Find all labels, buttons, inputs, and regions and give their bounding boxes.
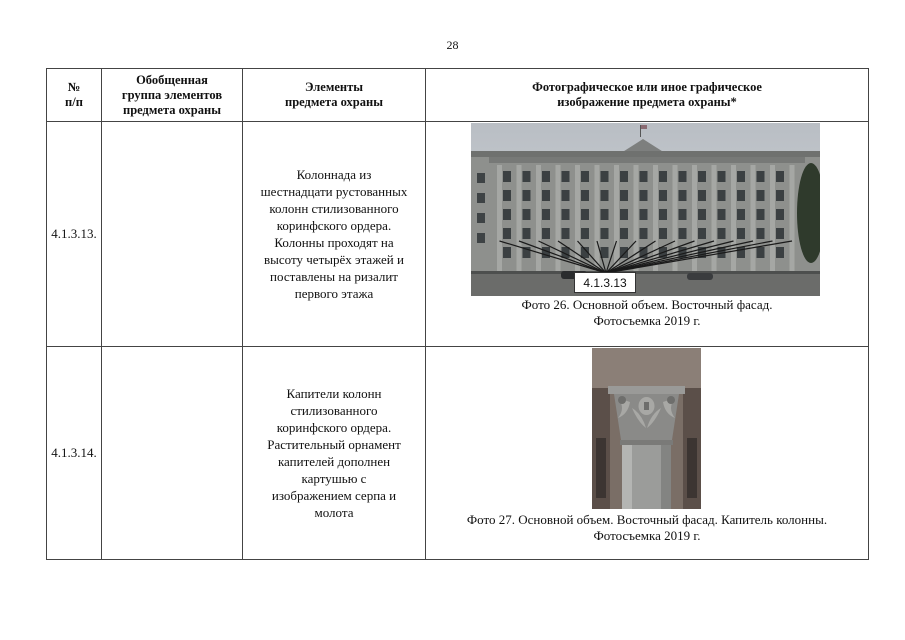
- row-group: [102, 347, 243, 560]
- row-photo-cell: [426, 122, 869, 347]
- photo-caption: Фото 26. Основной объем. Восточный фасад. Фотосъемка 2019 г.: [521, 297, 773, 328]
- photo-caption: Фото 27. Основной объем. Восточный фасад. Капитель колонны. Фотосъемка 2019 г.: [466, 512, 828, 543]
- header-elements: Элементы предмета охраны: [243, 69, 426, 122]
- header-group: Обобщенная группа элементов предмета охраны: [102, 69, 243, 122]
- row-number: 4.1.3.13.: [47, 122, 102, 347]
- table-header-row: [47, 69, 869, 122]
- table-row: [47, 347, 869, 560]
- row-photo-cell: [426, 347, 869, 560]
- table-row: [47, 122, 869, 347]
- photo-callout-label: 4.1.3.13: [574, 272, 636, 293]
- heritage-elements-table: [46, 68, 869, 560]
- row-group: [102, 122, 243, 347]
- facade-photo: [471, 123, 820, 296]
- row-number: 4.1.3.14.: [47, 347, 102, 560]
- page-number: 28: [446, 38, 459, 52]
- capital-photo: [592, 348, 701, 509]
- header-image: Фотографическое или иное графическое изображение предмета охраны*: [426, 69, 869, 122]
- row-element-description: Колоннада из шестнадцати рустованных колонн стилизованного коринфского ордера. Колонны проходят на высоту четырёх этажей и поставлены на ризалит первого этажа: [243, 122, 426, 347]
- row-element-description: Капители колонн стилизованного коринфского ордера. Растительный орнамент капителей дополнен картушью с изображением серпа и молота: [243, 347, 426, 560]
- header-number: № п/п: [47, 69, 102, 122]
